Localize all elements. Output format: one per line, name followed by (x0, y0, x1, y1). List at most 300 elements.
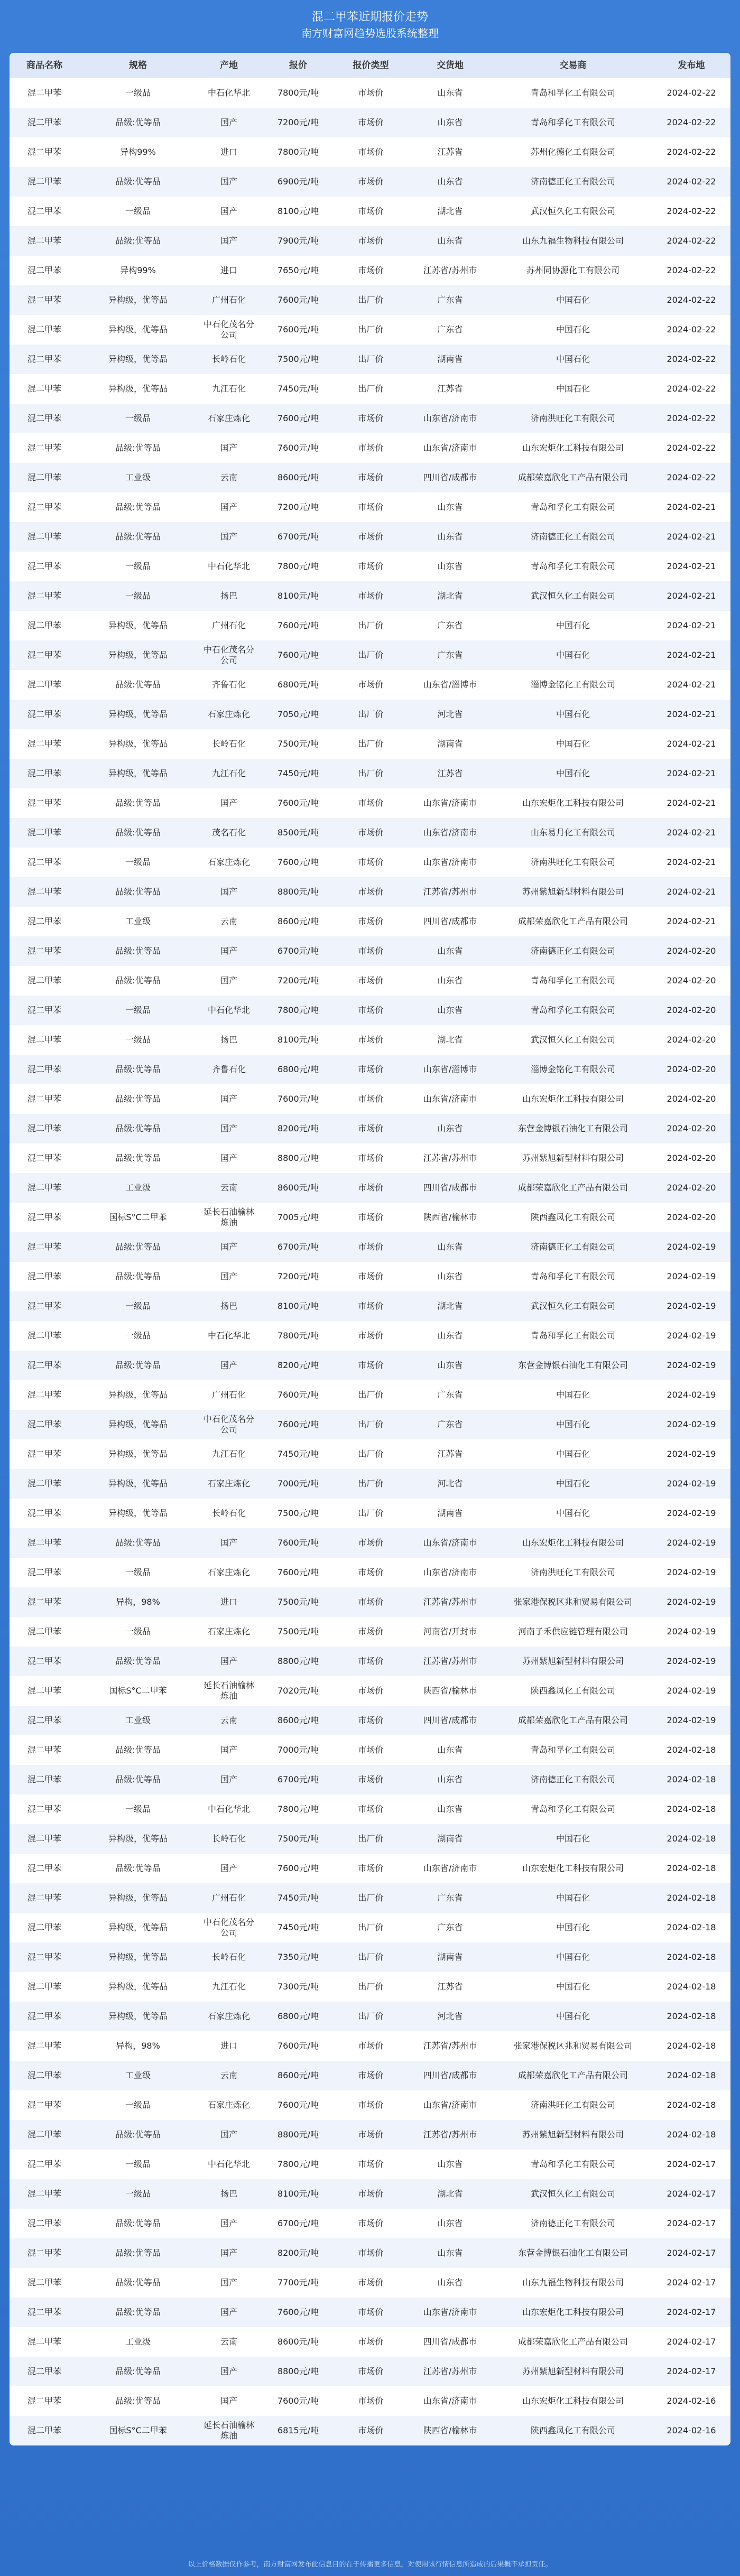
spec-cell: 异构级，优等品 (108, 1922, 168, 1932)
product-name-cell: 混二甲苯 (27, 2218, 61, 2228)
delivery-cell: 湖南省 (437, 1834, 463, 1844)
origin-cell: 国产 (220, 2307, 237, 2317)
delivery-cell: 山东省/淄博市 (423, 680, 477, 690)
price-type-cell: 市场价 (358, 1301, 384, 1311)
trader-cell: 中国石化 (556, 1508, 590, 1518)
date-cell: 2024-02-18 (667, 1745, 716, 1755)
product-name-cell: 混二甲苯 (27, 946, 61, 956)
product-name-cell: 混二甲苯 (27, 2189, 61, 2199)
delivery-cell: 山东省 (437, 236, 463, 246)
delivery-cell: 河北省 (437, 709, 463, 719)
spec-cell: 异构级，优等品 (108, 1478, 168, 1489)
product-name-cell: 混二甲苯 (27, 1094, 61, 1104)
spec-cell: 异构，98% (116, 2041, 160, 2051)
date-cell: 2024-02-20 (667, 975, 716, 985)
origin-cell: 中石化茂名分公司 (203, 319, 254, 340)
price-type-cell: 市场价 (358, 2277, 384, 2287)
table-row (10, 1735, 730, 1765)
price-cell: 7600元/吨 (277, 1863, 319, 1873)
trader-cell: 山东宏炬化工科技有限公司 (522, 2396, 624, 2406)
price-type-cell: 市场价 (358, 1064, 384, 1074)
origin-cell: 云南 (220, 1183, 237, 1193)
price-cell: 8200元/吨 (277, 2248, 319, 2258)
price-cell: 7600元/吨 (277, 324, 319, 334)
price-cell: 7600元/吨 (277, 857, 319, 867)
date-cell: 2024-02-22 (667, 236, 716, 246)
trader-cell: 中国石化 (556, 650, 590, 660)
origin-cell: 云南 (220, 472, 237, 482)
delivery-cell: 江苏省 (437, 1449, 463, 1459)
origin-cell: 九江石化 (211, 1449, 246, 1459)
price-cell: 7600元/吨 (277, 1538, 319, 1548)
delivery-cell: 江苏省 (437, 1982, 463, 1992)
delivery-cell: 山东省 (437, 2248, 463, 2258)
price-cell: 7600元/吨 (277, 2100, 319, 2110)
product-name-cell: 混二甲苯 (27, 768, 61, 778)
spec-cell: 品级:优等品 (115, 827, 161, 838)
trader-cell: 陕西鑫凤化工有限公司 (530, 1212, 615, 1222)
price-type-cell: 出厂价 (358, 324, 384, 334)
delivery-cell: 四川省/成都市 (423, 472, 477, 482)
price-type-cell: 市场价 (358, 1183, 384, 1193)
price-cell: 7600元/吨 (277, 443, 319, 453)
trader-cell: 青岛和孚化工有限公司 (530, 88, 615, 98)
spec-cell: 一级品 (125, 1331, 151, 1341)
trader-cell: 中国石化 (556, 620, 590, 630)
table-row (10, 2209, 730, 2238)
origin-cell: 国产 (220, 946, 237, 956)
date-cell: 2024-02-18 (667, 1952, 716, 1962)
table-row (10, 1942, 730, 1972)
date-cell: 2024-02-22 (667, 413, 716, 423)
trader-cell: 青岛和孚化工有限公司 (530, 2159, 615, 2169)
price-cell: 7800元/吨 (277, 2159, 319, 2169)
product-name-cell: 混二甲苯 (27, 2277, 61, 2287)
price-type-cell: 出厂价 (358, 1952, 384, 1962)
table-row (10, 877, 730, 907)
price-type-cell: 市场价 (358, 1715, 384, 1725)
column-header: 交货地 (437, 60, 464, 71)
date-cell: 2024-02-21 (667, 591, 716, 601)
date-cell: 2024-02-17 (667, 2159, 716, 2169)
spec-cell: 品级:优等品 (115, 1745, 161, 1755)
date-cell: 2024-02-20 (667, 946, 716, 956)
price-cell: 7800元/吨 (277, 88, 319, 98)
table-row (10, 2357, 730, 2386)
price-cell: 7200元/吨 (277, 117, 319, 127)
price-cell: 7500元/吨 (277, 1834, 319, 1844)
price-type-cell: 市场价 (358, 502, 384, 512)
origin-cell: 中石化茂名分公司 (203, 645, 254, 665)
delivery-cell: 湖北省 (437, 1035, 463, 1045)
product-name-cell: 混二甲苯 (27, 2307, 61, 2317)
spec-cell: 品级:优等品 (115, 236, 161, 246)
price-cell: 8600元/吨 (277, 1183, 319, 1193)
spec-cell: 品级:优等品 (115, 2366, 161, 2376)
delivery-cell: 山东省 (437, 975, 463, 985)
table-row (10, 1025, 730, 1055)
origin-cell: 国产 (220, 443, 237, 453)
table-row (10, 1291, 730, 1321)
delivery-cell: 广东省 (437, 620, 463, 630)
origin-cell: 延长石油榆林炼油 (203, 1680, 254, 1701)
product-name-cell: 混二甲苯 (27, 916, 61, 926)
trader-cell: 济南德正化工有限公司 (530, 1774, 615, 1784)
delivery-cell: 江苏省 (437, 384, 463, 394)
origin-cell: 齐鲁石化 (211, 680, 246, 690)
origin-cell: 石家庄炼化 (207, 1567, 250, 1577)
product-name-cell: 混二甲苯 (27, 1153, 61, 1163)
product-name-cell: 混二甲苯 (27, 1804, 61, 1814)
price-type-cell: 出厂价 (358, 1478, 384, 1489)
price-type-cell: 市场价 (358, 1745, 384, 1755)
trader-cell: 苏州紫旭新型材料有限公司 (522, 1656, 624, 1666)
table-row (10, 2238, 730, 2268)
price-table (10, 53, 730, 2445)
delivery-cell: 山东省 (437, 1123, 463, 1133)
date-cell: 2024-02-18 (667, 2100, 716, 2110)
date-cell: 2024-02-21 (667, 887, 716, 897)
origin-cell: 延长石油榆林炼油 (203, 1207, 254, 1227)
origin-cell: 进口 (220, 2041, 237, 2051)
trader-cell: 武汉恒久化工有限公司 (530, 591, 615, 601)
table-row (10, 2150, 730, 2179)
delivery-cell: 山东省 (437, 176, 463, 187)
trader-cell: 东营金博银石油化工有限公司 (517, 2248, 628, 2258)
price-cell: 8800元/吨 (277, 2366, 319, 2376)
price-type-cell: 出厂价 (358, 620, 384, 630)
delivery-cell: 江苏省 (437, 147, 463, 157)
table-row (10, 1587, 730, 1617)
product-name-cell: 混二甲苯 (27, 532, 61, 542)
spec-cell: 国标S°C二甲苯 (109, 1212, 167, 1222)
origin-cell: 扬巴 (220, 1301, 237, 1311)
origin-cell: 国产 (220, 2366, 237, 2376)
table-row (10, 492, 730, 522)
trader-cell: 青岛和孚化工有限公司 (530, 117, 615, 127)
table-row (10, 404, 730, 433)
delivery-cell: 江苏省 (437, 768, 463, 778)
delivery-cell: 四川省/成都市 (423, 1183, 477, 1193)
date-cell: 2024-02-21 (667, 916, 716, 926)
price-type-cell: 市场价 (358, 680, 384, 690)
price-cell: 7200元/吨 (277, 1271, 319, 1281)
delivery-cell: 山东省 (437, 1331, 463, 1341)
origin-cell: 中石化华北 (207, 2159, 250, 2169)
trader-cell: 济南德正化工有限公司 (530, 176, 615, 187)
origin-cell: 石家庄炼化 (207, 413, 250, 423)
origin-cell: 国产 (220, 2248, 237, 2258)
product-name-cell: 混二甲苯 (27, 1922, 61, 1932)
price-cell: 8600元/吨 (277, 916, 319, 926)
date-cell: 2024-02-19 (667, 1360, 716, 1370)
price-type-cell: 市场价 (358, 265, 384, 275)
spec-cell: 一级品 (125, 591, 151, 601)
delivery-cell: 湖南省 (437, 739, 463, 749)
spec-cell: 异构级，优等品 (108, 768, 168, 778)
trader-cell: 济南洪旺化工有限公司 (530, 2100, 615, 2110)
table-row (10, 197, 730, 226)
date-cell: 2024-02-21 (667, 680, 716, 690)
table-row (10, 848, 730, 877)
table-row (10, 729, 730, 759)
delivery-cell: 山东省 (437, 1005, 463, 1015)
spec-cell: 一级品 (125, 857, 151, 867)
spec-cell: 品级:优等品 (115, 1153, 161, 1163)
price-cell: 7350元/吨 (277, 1952, 319, 1962)
spec-cell: 工业级 (125, 2070, 151, 2080)
trader-cell: 山东宏炬化工科技有限公司 (522, 1094, 624, 1104)
origin-cell: 扬巴 (220, 2189, 237, 2199)
trader-cell: 济南德正化工有限公司 (530, 532, 615, 542)
origin-cell: 中石化华北 (207, 1005, 250, 1015)
price-cell: 8500元/吨 (277, 827, 319, 838)
price-type-cell: 市场价 (358, 1094, 384, 1104)
delivery-cell: 江苏省/苏州市 (423, 1597, 477, 1607)
price-cell: 7600元/吨 (277, 1419, 319, 1429)
product-name-cell: 混二甲苯 (27, 2129, 61, 2140)
table-row (10, 1558, 730, 1587)
price-cell: 7800元/吨 (277, 1804, 319, 1814)
price-type-cell: 出厂价 (358, 768, 384, 778)
spec-cell: 异构级，优等品 (108, 650, 168, 660)
spec-cell: 工业级 (125, 1183, 151, 1193)
price-type-cell: 市场价 (358, 1360, 384, 1370)
trader-cell: 青岛和孚化工有限公司 (530, 1005, 615, 1015)
delivery-cell: 山东省 (437, 117, 463, 127)
table-row (10, 1854, 730, 1883)
price-type-cell: 市场价 (358, 1005, 384, 1015)
table-row (10, 463, 730, 492)
price-cell: 8800元/吨 (277, 1656, 319, 1666)
product-name-cell: 混二甲苯 (27, 1745, 61, 1755)
date-cell: 2024-02-19 (667, 1597, 716, 1607)
delivery-cell: 山东省/济南市 (423, 857, 477, 867)
table-row (10, 818, 730, 848)
date-cell: 2024-02-19 (667, 1656, 716, 1666)
price-type-cell: 市场价 (358, 1686, 384, 1696)
origin-cell: 国产 (220, 1538, 237, 1548)
delivery-cell: 山东省 (437, 1360, 463, 1370)
origin-cell: 延长石油榆林炼油 (203, 2420, 254, 2441)
delivery-cell: 江苏省/苏州市 (423, 2041, 477, 2051)
price-cell: 8800元/吨 (277, 1153, 319, 1163)
spec-cell: 国标S°C二甲苯 (109, 2425, 167, 2435)
delivery-cell: 广东省 (437, 324, 463, 334)
date-cell: 2024-02-18 (667, 1834, 716, 1844)
date-cell: 2024-02-19 (667, 1419, 716, 1429)
delivery-cell: 山东省/济南市 (423, 798, 477, 808)
trader-cell: 武汉恒久化工有限公司 (530, 1301, 615, 1311)
table-row (10, 1469, 730, 1499)
trader-cell: 成都荣嘉欣化工产品有限公司 (517, 1715, 628, 1725)
date-cell: 2024-02-18 (667, 2041, 716, 2051)
table-row (10, 552, 730, 581)
price-type-cell: 市场价 (358, 1656, 384, 1666)
spec-cell: 一级品 (125, 561, 151, 571)
price-cell: 8800元/吨 (277, 2129, 319, 2140)
delivery-cell: 湖南省 (437, 1952, 463, 1962)
price-cell: 7500元/吨 (277, 354, 319, 364)
price-cell: 8100元/吨 (277, 1301, 319, 1311)
product-name-cell: 混二甲苯 (27, 2248, 61, 2258)
product-name-cell: 混二甲苯 (27, 1005, 61, 1015)
date-cell: 2024-02-21 (667, 768, 716, 778)
product-name-cell: 混二甲苯 (27, 2041, 61, 2051)
page-title: 混二甲苯近期报价走势 (311, 11, 428, 24)
trader-cell: 中国石化 (556, 1478, 590, 1489)
product-name-cell: 混二甲苯 (27, 1834, 61, 1844)
trader-cell: 济南德正化工有限公司 (530, 946, 615, 956)
date-cell: 2024-02-18 (667, 1774, 716, 1784)
product-name-cell: 混二甲苯 (27, 620, 61, 630)
product-name-cell: 混二甲苯 (27, 739, 61, 749)
delivery-cell: 山东省 (437, 88, 463, 98)
table-row (10, 1883, 730, 1913)
spec-cell: 品级:优等品 (115, 1774, 161, 1784)
delivery-cell: 湖北省 (437, 2189, 463, 2199)
table-row (10, 759, 730, 788)
date-cell: 2024-02-17 (667, 2366, 716, 2376)
trader-cell: 武汉恒久化工有限公司 (530, 206, 615, 216)
date-cell: 2024-02-21 (667, 739, 716, 749)
delivery-cell: 山东省 (437, 2218, 463, 2228)
price-type-cell: 市场价 (358, 798, 384, 808)
trader-cell: 成都荣嘉欣化工产品有限公司 (517, 472, 628, 482)
price-cell: 7600元/吨 (277, 2041, 319, 2051)
table-row (10, 108, 730, 137)
price-cell: 7800元/吨 (277, 147, 319, 157)
origin-cell: 国产 (220, 2277, 237, 2287)
spec-cell: 品级:优等品 (115, 680, 161, 690)
product-name-cell: 混二甲苯 (27, 1893, 61, 1903)
date-cell: 2024-02-19 (667, 1301, 716, 1311)
origin-cell: 九江石化 (211, 768, 246, 778)
date-cell: 2024-02-18 (667, 2011, 716, 2021)
price-type-cell: 市场价 (358, 443, 384, 453)
price-cell: 8100元/吨 (277, 206, 319, 216)
price-type-cell: 市场价 (358, 413, 384, 423)
origin-cell: 广州石化 (211, 1893, 246, 1903)
trader-cell: 山东宏炬化工科技有限公司 (522, 798, 624, 808)
price-cell: 7600元/吨 (277, 1567, 319, 1577)
product-name-cell: 混二甲苯 (27, 2070, 61, 2080)
table-row (10, 1824, 730, 1854)
trader-cell: 济南洪旺化工有限公司 (530, 413, 615, 423)
product-name-cell: 混二甲苯 (27, 1123, 61, 1133)
price-cell: 7450元/吨 (277, 1922, 319, 1932)
origin-cell: 国产 (220, 798, 237, 808)
date-cell: 2024-02-20 (667, 1123, 716, 1133)
date-cell: 2024-02-22 (667, 384, 716, 394)
spec-cell: 异构级，优等品 (108, 1834, 168, 1844)
product-name-cell: 混二甲苯 (27, 827, 61, 838)
date-cell: 2024-02-20 (667, 1183, 716, 1193)
price-type-cell: 出厂价 (358, 1508, 384, 1518)
table-row (10, 2268, 730, 2298)
price-cell: 7005元/吨 (277, 1212, 319, 1222)
trader-cell: 青岛和孚化工有限公司 (530, 1745, 615, 1755)
product-name-cell: 混二甲苯 (27, 2159, 61, 2169)
trader-cell: 武汉恒久化工有限公司 (530, 1035, 615, 1045)
product-name-cell: 混二甲苯 (27, 975, 61, 985)
date-cell: 2024-02-19 (667, 1478, 716, 1489)
origin-cell: 国产 (220, 1863, 237, 1873)
product-name-cell: 混二甲苯 (27, 1360, 61, 1370)
delivery-cell: 山东省/济南市 (423, 2307, 477, 2317)
trader-cell: 张家港保税区兆和贸易有限公司 (513, 2041, 632, 2051)
price-cell: 7200元/吨 (277, 975, 319, 985)
origin-cell: 国产 (220, 975, 237, 985)
date-cell: 2024-02-22 (667, 472, 716, 482)
price-cell: 8200元/吨 (277, 1123, 319, 1133)
price-cell: 7450元/吨 (277, 1449, 319, 1459)
product-name-cell: 混二甲苯 (27, 1597, 61, 1607)
origin-cell: 九江石化 (211, 384, 246, 394)
product-name-cell: 混二甲苯 (27, 1064, 61, 1074)
date-cell: 2024-02-18 (667, 2129, 716, 2140)
delivery-cell: 广东省 (437, 1390, 463, 1400)
origin-cell: 国产 (220, 502, 237, 512)
delivery-cell: 山东省/济南市 (423, 1094, 477, 1104)
price-cell: 8100元/吨 (277, 591, 319, 601)
price-type-cell: 市场价 (358, 561, 384, 571)
product-name-cell: 混二甲苯 (27, 1331, 61, 1341)
table-row (10, 1706, 730, 1735)
price-type-cell: 市场价 (358, 2159, 384, 2169)
table-row (10, 1321, 730, 1351)
price-type-cell: 市场价 (358, 1597, 384, 1607)
table-row (10, 640, 730, 670)
table-header (10, 53, 730, 78)
trader-cell: 中国石化 (556, 1922, 590, 1932)
delivery-cell: 河北省 (437, 1478, 463, 1489)
delivery-cell: 山东省/济南市 (423, 2396, 477, 2406)
table-row (10, 1617, 730, 1647)
trader-cell: 东营金博银石油化工有限公司 (517, 1360, 628, 1370)
price-type-cell: 市场价 (358, 1567, 384, 1577)
price-type-cell: 市场价 (358, 206, 384, 216)
trader-cell: 成都荣嘉欣化工产品有限公司 (517, 2337, 628, 2347)
price-cell: 7000元/吨 (277, 1478, 319, 1489)
column-header: 产地 (220, 60, 238, 71)
date-cell: 2024-02-18 (667, 1893, 716, 1903)
trader-cell: 成都荣嘉欣化工产品有限公司 (517, 2070, 628, 2080)
date-cell: 2024-02-18 (667, 1863, 716, 1873)
table-row (10, 78, 730, 108)
date-cell: 2024-02-18 (667, 1804, 716, 1814)
price-type-cell: 市场价 (358, 1212, 384, 1222)
product-name-cell: 混二甲苯 (27, 1952, 61, 1962)
price-cell: 7450元/吨 (277, 384, 319, 394)
origin-cell: 扬巴 (220, 591, 237, 601)
product-name-cell: 混二甲苯 (27, 1774, 61, 1784)
price-cell: 6800元/吨 (277, 680, 319, 690)
product-name-cell: 混二甲苯 (27, 384, 61, 394)
table-row (10, 2002, 730, 2031)
table-row (10, 936, 730, 966)
price-type-cell: 出厂价 (358, 1982, 384, 1992)
trader-cell: 苏州紫旭新型材料有限公司 (522, 2129, 624, 2140)
table-row (10, 1499, 730, 1528)
trader-cell: 淄博金铭化工有限公司 (530, 680, 615, 690)
delivery-cell: 广东省 (437, 295, 463, 305)
spec-cell: 工业级 (125, 2337, 151, 2347)
table-row (10, 1647, 730, 1676)
delivery-cell: 江苏省/苏州市 (423, 2366, 477, 2376)
price-type-cell: 市场价 (358, 591, 384, 601)
table-row (10, 670, 730, 700)
